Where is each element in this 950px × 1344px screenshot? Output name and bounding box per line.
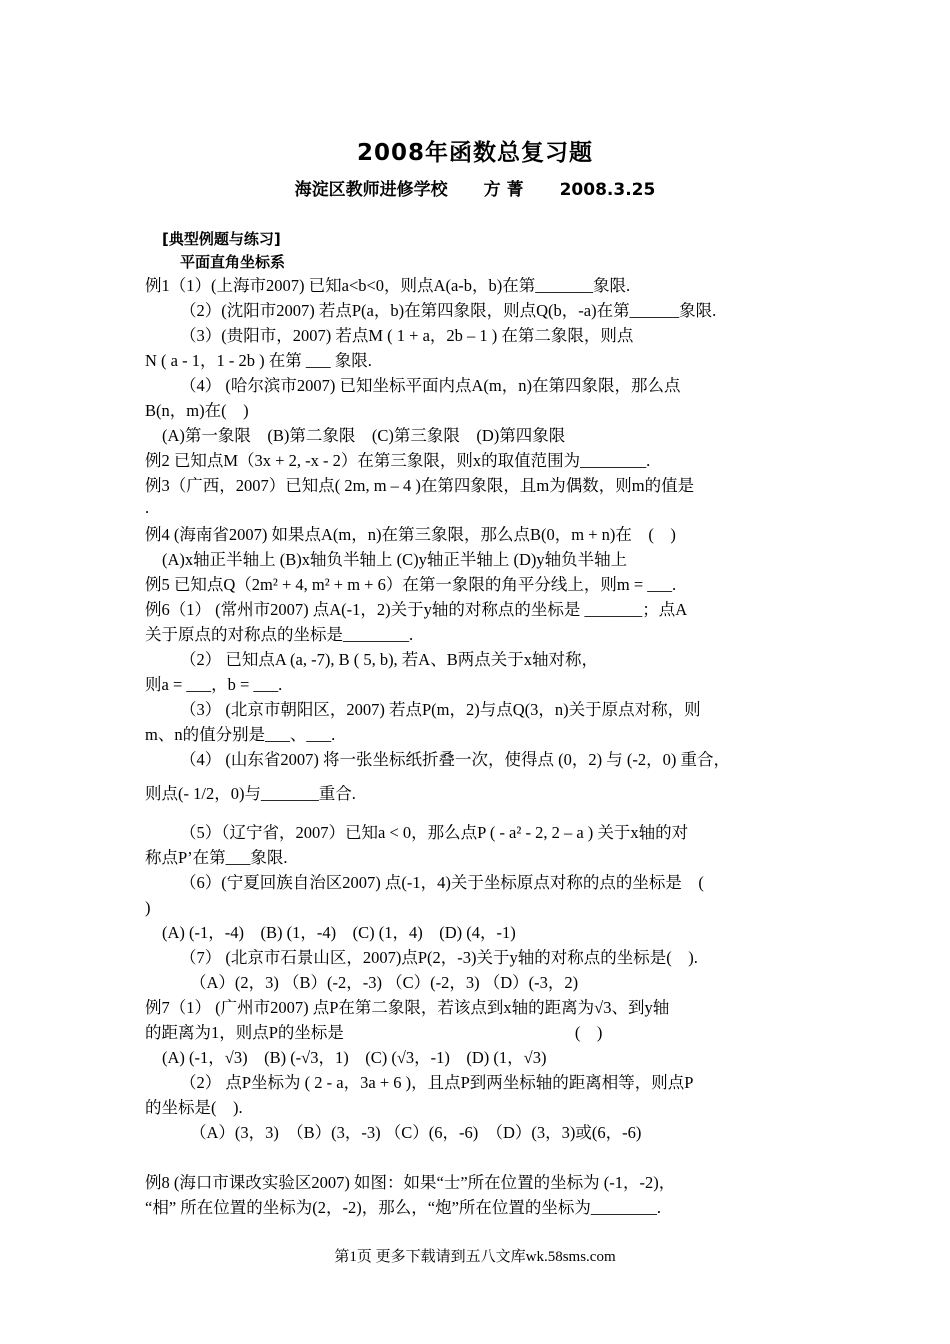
text-line: 例3（广西，2007）已知点( 2m, m – 4 )在第四象限，且m为偶数，则m的值是 [145, 476, 695, 495]
text-line: （3） (北京市朝阳区，2007) 若点P(m，2)与点Q(3，n)关于原点对称，则 [180, 700, 701, 719]
text-line: （6）(宁夏回族自治区2007) 点(-1，4)关于坐标原点对称的点的坐标是 ( [180, 873, 704, 892]
text-line: (A)x轴正半轴上 (B)x轴负半轴上 (C)y轴正半轴上 (D)y轴负半轴上 [162, 550, 628, 569]
text-line: B(n，m)在( ) [145, 401, 249, 420]
text-line: 则a = ___，b = ___. [145, 675, 283, 694]
text-line: 称点P’在第___象限. [145, 848, 288, 867]
text-line: 的坐标是( ). [145, 1098, 243, 1117]
text-line: （7） (北京市石景山区，2007)点P(2，-3)关于y轴的对称点的坐标是( ). [180, 948, 698, 967]
text-line: 关于原点的对称点的坐标是________. [145, 625, 414, 644]
text-line: （2） 点P坐标为 ( 2 - a，3a + 6 )，且点P到两坐标轴的距离相等，则点P [180, 1073, 694, 1092]
text-line: （4） (山东省2007) 将一张坐标纸折叠一次，使得点 (0，2) 与 (-2，0) 重合， [180, 750, 730, 769]
text-line: (A)第一象限 (B)第二象限 (C)第三象限 (D)第四象限 [162, 426, 566, 445]
text-line: “相” 所在位置的坐标为(2，-2)，那么，“炮”所在位置的坐标为________. [145, 1198, 662, 1217]
text-line: m、n的值分别是___、___. [145, 725, 336, 744]
text-line: 则点(- 1/2，0)与_______重合. [145, 784, 356, 803]
text-line: （4） (哈尔滨市2007) 已知坐标平面内点A(m，n)在第四象限，那么点 [180, 376, 681, 395]
text-line: . [145, 498, 150, 517]
text-line: (A) (-1，-4) (B) (1，-4) (C) (1，4) (D) (4，-1) [162, 923, 516, 942]
section-heading: [典型例题与练习] [162, 230, 281, 248]
page-title: 2008年函数总复习题 [356, 140, 593, 166]
text-line: ) [145, 898, 151, 917]
text-line: （A）(3，3) （B）(3，-3) （C）(6，-6) （D）(3，3)或(6，-6) [190, 1123, 642, 1142]
text-line: 例4 (海南省2007) 如果点A(m，n)在第三象限，那么点B(0，m + n)在 ( ) [145, 525, 676, 544]
subsection-heading: 平面直角坐标系 [180, 253, 286, 271]
text-line: （3）(贵阳市，2007) 若点M ( 1 + a，2b – 1 ) 在第二象限，则点 [180, 326, 634, 345]
text-line: （2） 已知点A (a, -7), B ( 5, b), 若A、B两点关于x轴对称， [180, 650, 598, 669]
byline [0, 175, 950, 200]
text-line: 例6（1） (常州市2007) 点A(-1，2)关于y轴的对称点的坐标是 _______；点A [145, 600, 688, 619]
text-line: （A）(2，3) （B）(-2，-3) （C）(-2，3) （D）(-3，2) [190, 973, 579, 992]
text-line: 的距离为1，则点P的坐标是 ( ) [145, 1023, 603, 1042]
page-footer: 第1页 更多下载请到五八文库wk.58sms.com [334, 1249, 616, 1265]
school-name: 海淀区教师进修学校 [294, 180, 448, 200]
text-line: （5）（辽宁省，2007）已知a < 0，那么点P ( - a² - 2, 2 – a ) 关于x轴的对 [180, 823, 689, 842]
text-line: N ( a - 1，1 - 2b ) 在第 ___ 象限. [145, 351, 372, 370]
text-line: 例5 已知点Q（2m² + 4, m² + m + 6）在第一象限的角平分线上，则m = ___. [145, 575, 677, 594]
text-line: 例8 (海口市课改实验区2007) 如图：如果“士”所在位置的坐标为 (-1，-2)， [145, 1173, 676, 1192]
date: 2008.3.25 [559, 180, 656, 200]
text-line: 例7（1） (广州市2007) 点P在第二象限，若该点到x轴的距离为√3、到y轴 [145, 998, 670, 1017]
text-line: 例1（1）(上海市2007) 已知a<b<0，则点A(a-b，b)在第_______象限. [145, 276, 631, 295]
text-line: （2）(沈阳市2007) 若点P(a，b)在第四象限，则点Q(b，-a)在第______象限. [180, 301, 717, 320]
text-line: (A) (-1，√3) (B) (-√3，1) (C) (√3，-1) (D) (1，√3) [162, 1048, 547, 1067]
text-line: 例2 已知点M（3x + 2, -x - 2）在第三象限，则x的取值范围为________. [145, 451, 651, 470]
author-name: 方 菁 [483, 180, 524, 200]
